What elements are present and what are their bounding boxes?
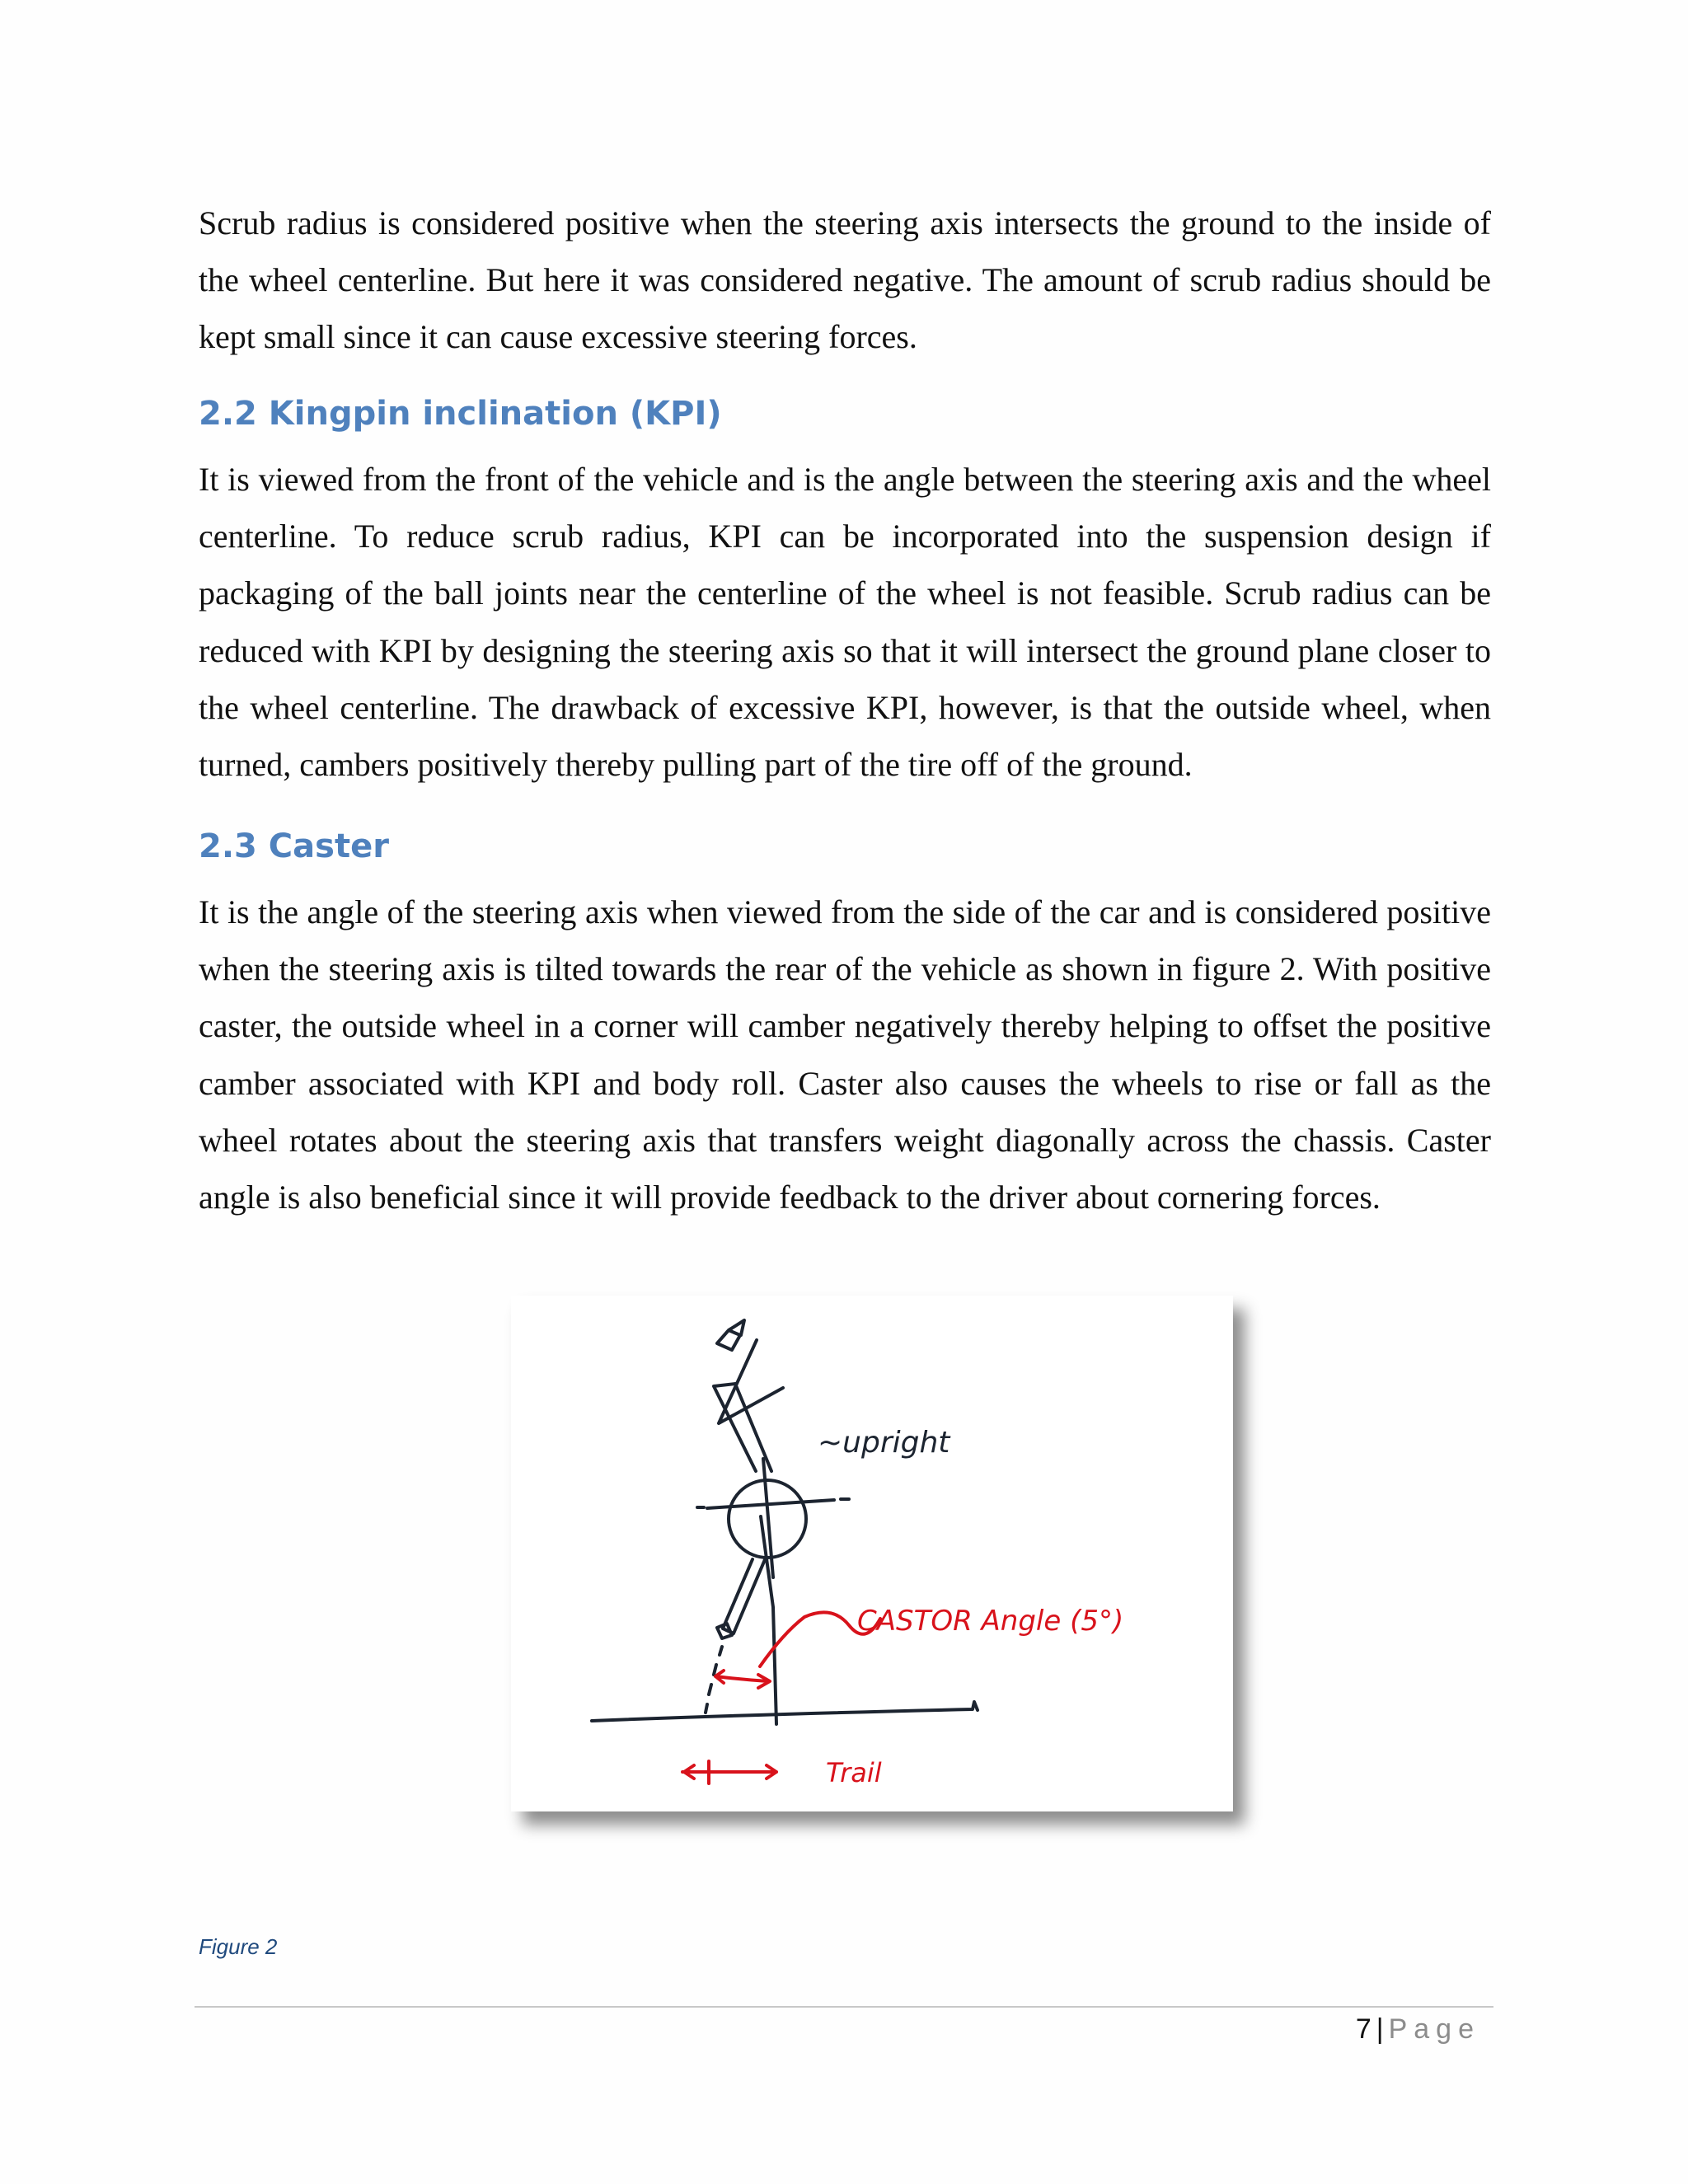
figure-caption: Figure 2 (199, 1934, 278, 1959)
page-number: 7 (1355, 2013, 1372, 2045)
footer-divider (195, 2006, 1493, 2008)
footer-separator: | (1376, 2013, 1384, 2045)
caster-angle-label: CASTOR Angle (5°) (857, 1605, 1124, 1638)
upright-lower-arm (723, 1558, 766, 1633)
paragraph-caster: It is the angle of the steering axis when viewed from the side of the car and is considered positive when the steering axis is tilted towards the rear of the vehicle as shown in figure 2. With positive caster, the outside wheel in a corner will camber negatively thereby helping to offset the positive camber associated with KPI and body roll. Caster also causes the wheels to rise or fall as the wheel rotates about the steering axis that transfers weight diagonally across the chassis. Caster angle is also beneficial since it will provide feedback to the driver about cornering forces. (199, 893, 1491, 1216)
paragraph-scrub-radius: Scrub radius is considered positive when the steering axis intersects the ground to the inside of the wheel centerline. But here it was considered negative. The amount of scrub radius should be kept small since it can cause excessive steering forces. (199, 204, 1491, 356)
upright-label: ~upright (818, 1426, 950, 1460)
trail-label: Trail (826, 1757, 882, 1788)
page-label: Page (1388, 2013, 1480, 2045)
vertical-reference-line (761, 1516, 776, 1724)
figure-caster-diagram (511, 1296, 1233, 1811)
caster-angle-arrow (715, 1671, 770, 1688)
ground-line (592, 1702, 978, 1721)
heading-caster: 2.3 Caster (199, 827, 389, 865)
trail-arrow (682, 1761, 776, 1783)
page-footer (1356, 2013, 1480, 2046)
caster-sketch (511, 1296, 1233, 1811)
hub-crosshair (707, 1459, 834, 1577)
paragraph-kpi: It is viewed from the front of the vehicle and is the angle between the steering axis and the wheel centerline. To reduce scrub radius, KPI can be incorporated into the suspension design if packaging of the ball joints near the centerline of the wheel is not feasible. Scrub radius can be reduced with KPI by designing the steering axis so that it will intersect the ground plane closer to the wheel centerline. The drawback of excessive KPI, however, is that the outside wheel, when turned, cambers positively thereby pulling part of the tire off of the ground. (199, 461, 1491, 784)
steering-axis-line (719, 1340, 783, 1423)
heading-kingpin-inclination: 2.2 Kingpin inclination (KPI) (199, 395, 722, 433)
upright-top-bracket (717, 1320, 744, 1350)
